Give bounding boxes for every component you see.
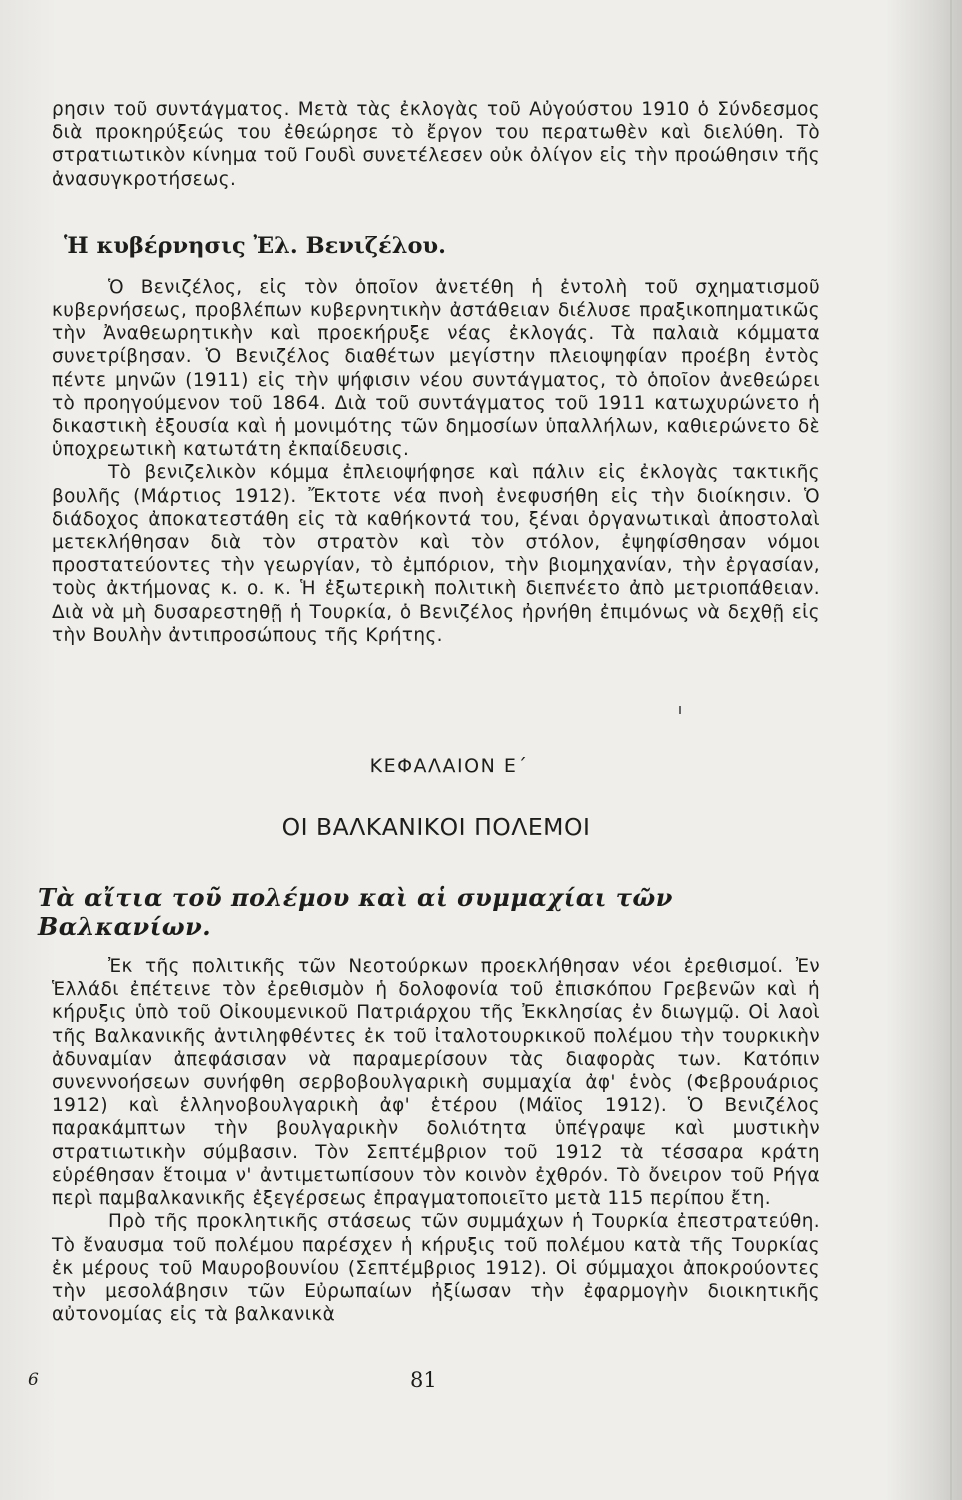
page-content (38, 98, 820, 1326)
paragraph: Ὁ Βενιζέλος, εἰς τὸν ὁποῖον ἀνετέθη ἡ ἐντολὴ τοῦ σχηματισμοῦ κυβερνήσεως, προβλέπων κυβερνητικὴν ἀστάθειαν διέλυσε πραξικοπηματικῶς τὴν Ἀναθεωρητικὴν καὶ προεκήρυξε νέας ἐκλογάς. Τὰ παλαιὰ κόμματα συνετρίβησαν. Ὁ Βενιζέλος διαθέτων μεγίστην πλειοψηφίαν προέβη ἐντὸς πέντε μηνῶν (1911) εἰς τὴν ψήφισιν νέου συντάγματος, τὸ ὁποῖον ἀνεθεώρει τὸ προηγούμενον τοῦ 1864. Διὰ τοῦ συντάγματος τοῦ 1911 κατωχυρώνετο ἡ δικαστικὴ ἐξουσία καὶ ἡ μονιμότης τῶν δημοσίων ὑπαλλήλων, καθιερώνετο δὲ ὑποχρεωτικὴ κατωτάτη ἐκπαίδευσις. (52, 276, 820, 461)
page-number: 81 (410, 1368, 437, 1392)
paragraph: Πρὸ τῆς προκλητικῆς στάσεως τῶν συμμάχων ἡ Τουρκία ἐπεστρατεύθη. Τὸ ἔναυσμα τοῦ πολέμου παρέσχεν ἡ κήρυξις τοῦ πολέμου κατὰ τῆς Τουρκίας ἐκ μέρους τοῦ Μαυροβουνίου (Σεπτέμβριος 1912). Οἱ σύμμαχοι ἀποκρούοντες τὴν μεσολάβησιν τῶν Εὐρωπαίων ἠξίωσαν τὴν ἐφαρμογὴν διοικητικῆς αὐτονομίας εἰς τὰ βαλκανικὰ (52, 1211, 820, 1326)
page-edge-shadow (950, 0, 952, 1500)
section-title-venizelos-government: Ἡ κυβέρνησις Ἐλ. Βενιζέλου. (64, 232, 447, 259)
paragraph-continued: ρησιν τοῦ συντάγματος. Μετὰ τὰς ἐκλογὰς τοῦ Αὐγούστου 1910 ὁ Σύνδεσμος διὰ προκηρύξεώς του ἐθεώρησε τὸ ἔργον του περατωθὲν καὶ διελύθη. Τὸ στρατιωτικὸν κίνημα τοῦ Γουδὶ συνετέλεσεν οὐκ ὀλίγον εἰς τὴν προώθησιν τῆς ἀνασυγκροτήσεως. (52, 99, 820, 190)
chapter-number: ΚΕΦΑΛΑΙΟΝ Ε΄ (369, 755, 529, 778)
print-mark (679, 706, 681, 714)
chapter-title: ΟΙ ΒΑΛΚΑΝΙΚΟΙ ΠΟΛΕΜΟΙ (281, 813, 591, 842)
signature-mark: 6 (28, 1370, 39, 1390)
paragraph: Τὸ βενιζελικὸν κόμμα ἐπλειοψήφησε καὶ πάλιν εἰς ἐκλογὰς τακτικῆς βουλῆς (Μάρτιος 1912). Ἔκτοτε νέα πνοὴ ἐνεφυσήθη εἰς τὴν διοίκησιν. Ὁ διάδοχος ἀποκατεστάθη εἰς τὰ καθήκοντά του, ξέναι ὀργανωτικαὶ ἀποστολαὶ μετεκλήθησαν διὰ τὸν στρατὸν καὶ τὸν στόλον, ἐψηφίσθησαν νόμοι προστατεύοντες τὴν γεωργίαν, τὸ ἐμπόριον, τὴν βιομηχανίαν, τὴν ἐργασίαν, τοὺς ἀκτήμονας κ. ο. κ. Ἡ ἐξωτερικὴ πολιτικὴ διεπνέετο ἀπὸ μετριοπάθειαν. Διὰ νὰ μὴ δυσαρεστηθῇ ἡ Τουρκία, ὁ Βενιζέλος ἠρνήθη ἐπιμόνως νὰ δεχθῇ εἰς τὴν Βουλὴν ἀντιπροσώπους τῆς Κρήτης. (52, 462, 820, 646)
section-title-war-causes: Τὰ αἴτια τοῦ πολέμου καὶ αἱ συμμαχίαι τῶν Βαλκανίων. (38, 883, 673, 942)
paragraph: Ἐκ τῆς πολιτικῆς τῶν Νεοτούρκων προεκλήθησαν νέοι ἐρεθισμοί. Ἐν Ἑλλάδι ἐπέτεινε τὸν ἐρεθισμὸν ἡ δολοφονία τοῦ ἐπισκόπου Γρεβενῶν καὶ ἡ κήρυξις ὑπὸ τοῦ Οἰκουμενικοῦ Πατριάρχου τῆς Ἐκκλησίας ἐν διωγμῷ. Οἱ λαοὶ τῆς Βαλκανικῆς ἀντιληφθέντες ἐκ τοῦ ἰταλοτουρκικοῦ πολέμου τὴν τουρκικὴν ἀδυναμίαν ἀπεφάσισαν νὰ παραμερίσουν τὰς διαφορὰς των. Κατόπιν συνεννοήσεων συνήφθη σερβοβουλγαρικὴ συμμαχία ἀφ' ἑνὸς (Φεβρουάριος 1912) καὶ ἑλληνοβουλγαρικὴ ἀφ' ἑτέρου (Μάϊος 1912). Ὁ Βενιζέλος παρακάμπτων τὴν βουλγαρικὴν δολιότητα ὑπέγραψε καὶ μυστικὴν στρατιωτικὴν σύμβασιν. Τὸν Σεπτέμβριον τοῦ 1912 τὰ τέσσαρα κράτη εὑρέθησαν ἕτοιμα ν' ἀντιμετωπίσουν τὸν κοινὸν ἐχθρόν. Τὸ ὄνειρον τοῦ Ρήγα περὶ παμβαλκανικῆς ἐξεγέρσεως ἐπραγματοποιεῖτο μετὰ 115 περίπου ἔτη. (52, 956, 820, 1210)
